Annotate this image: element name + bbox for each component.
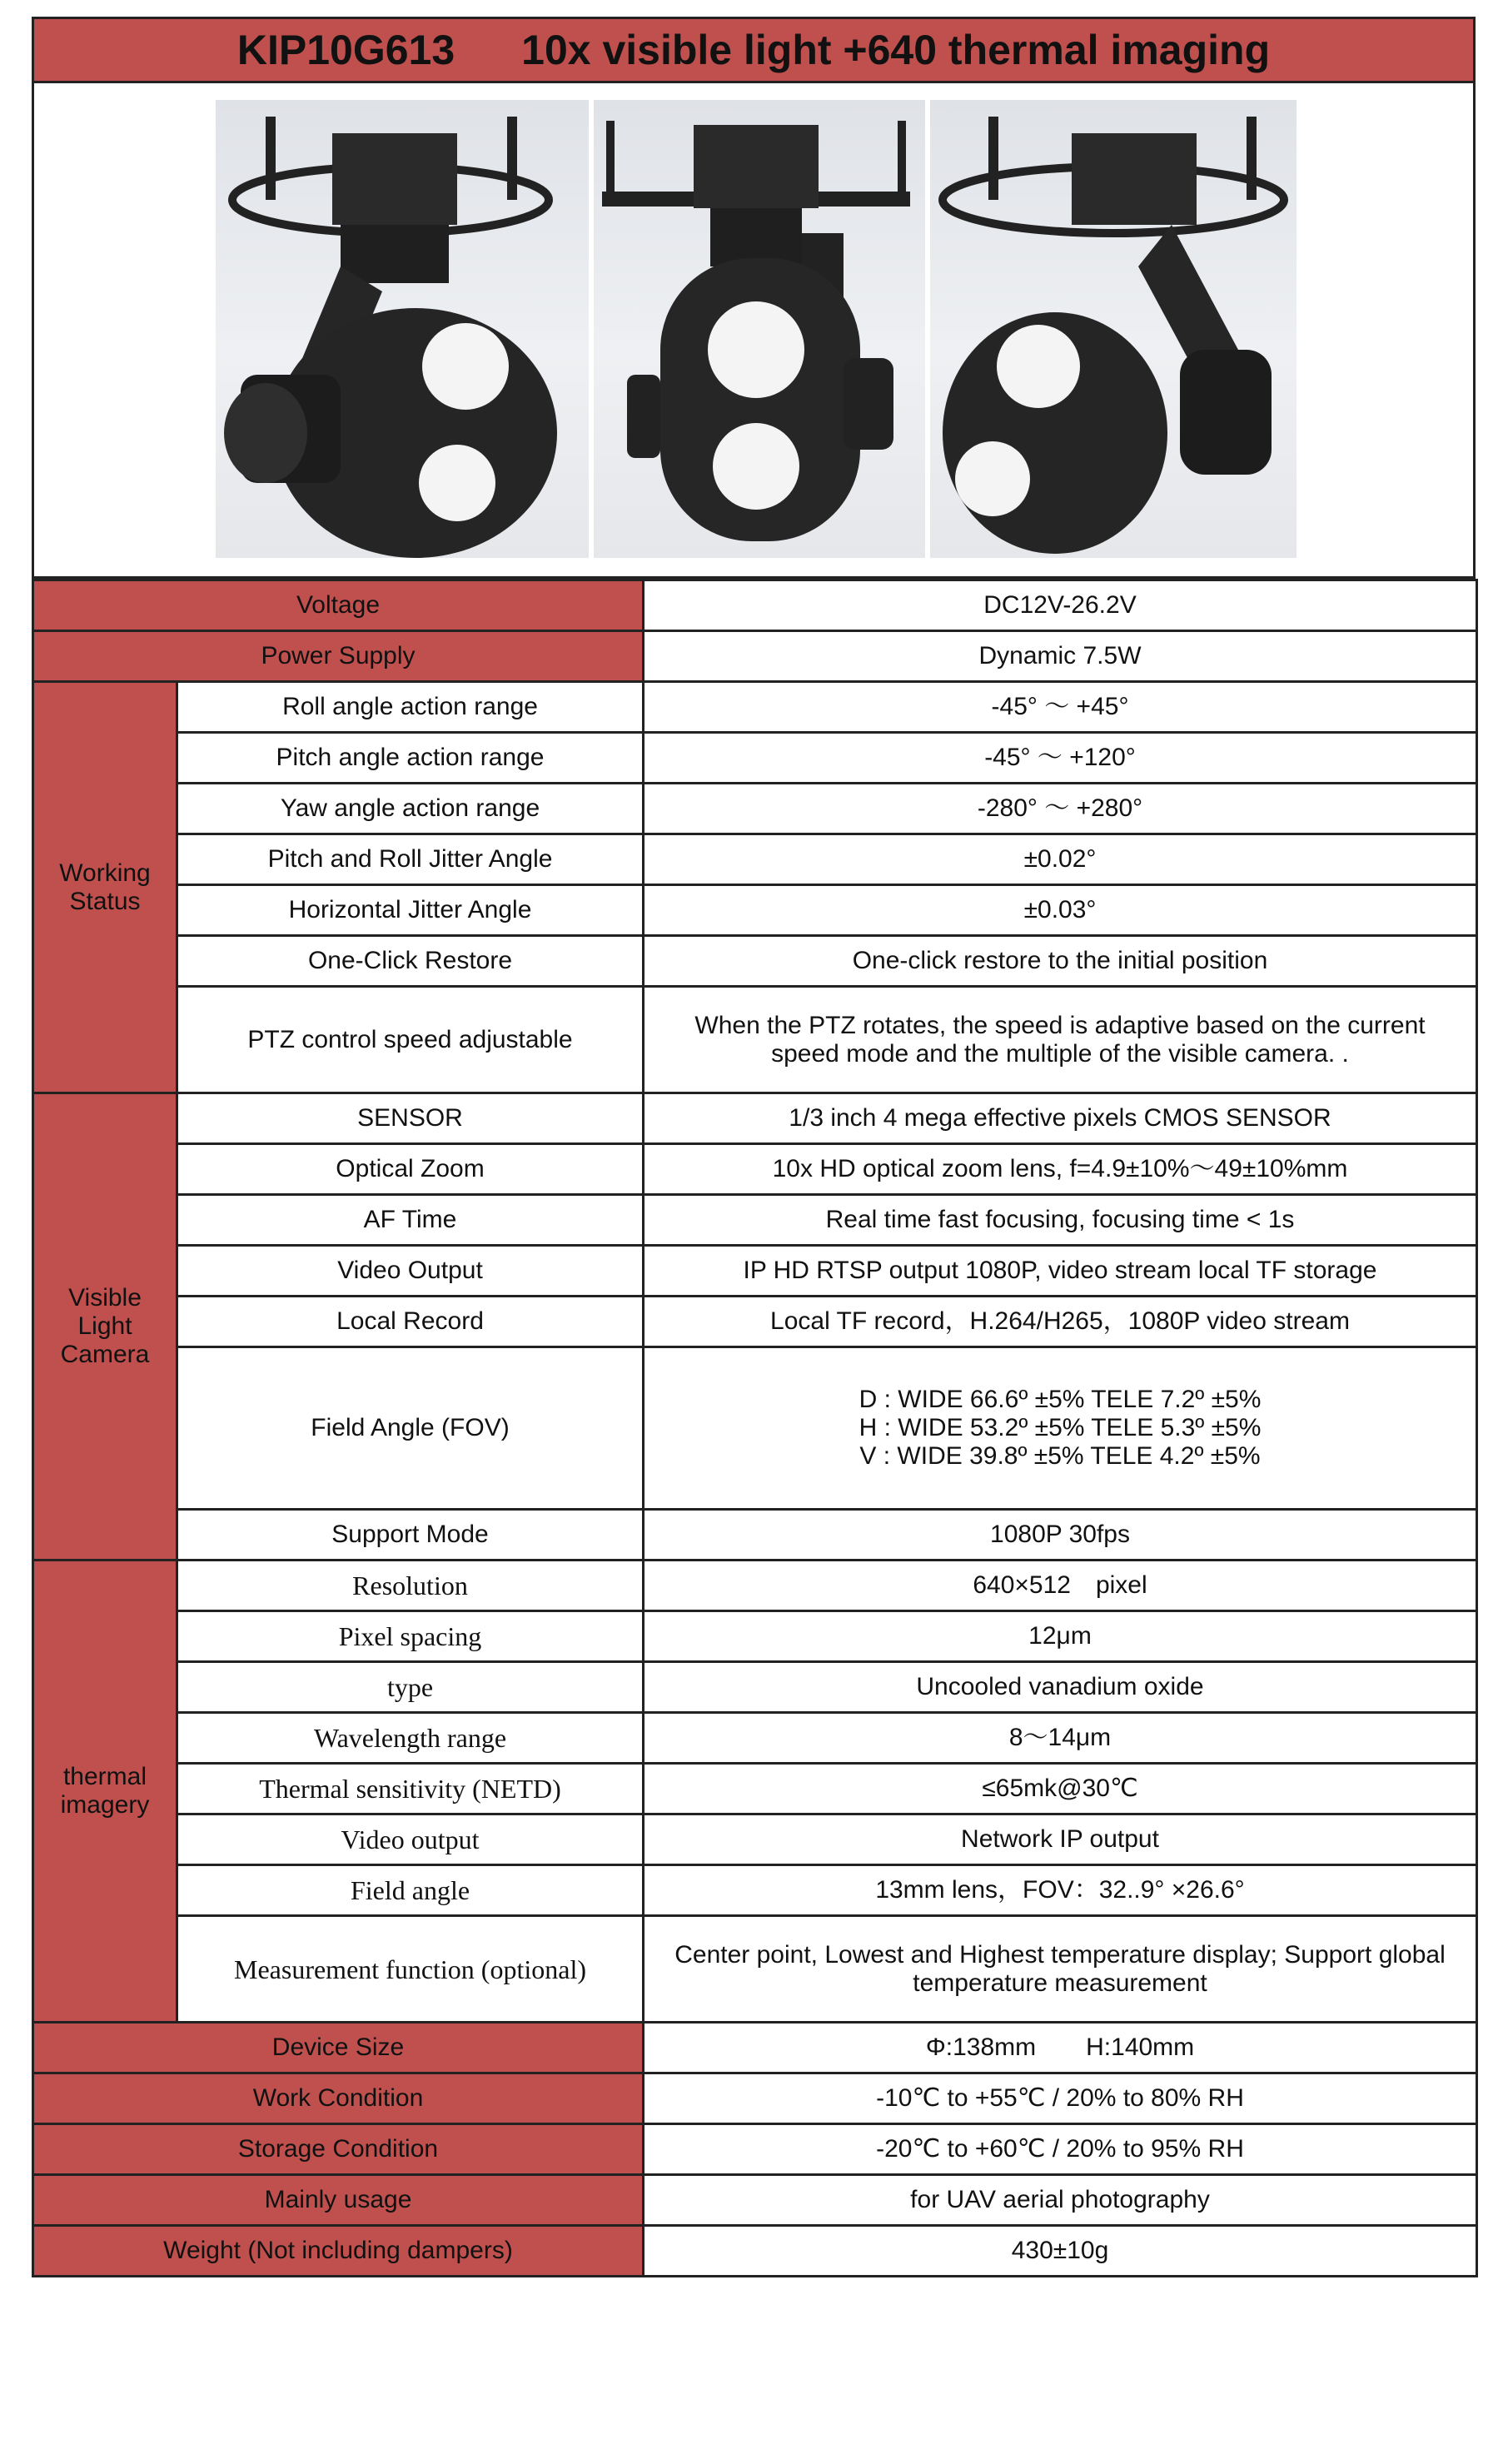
product-title: 10x visible light +640 thermal imaging: [521, 27, 1271, 73]
label-horizontal-jitter: Horizontal Jitter Angle: [177, 885, 644, 936]
label-netd: Thermal sensitivity (NETD): [177, 1764, 644, 1814]
spec-row-pixel-spacing: [33, 1611, 1477, 1662]
spec-row-voltage: [33, 580, 1477, 631]
spec-row-type: [33, 1662, 1477, 1713]
value-pixel-spacing: 12μm: [644, 1611, 1477, 1662]
gimbal-camera-right-view: [930, 100, 1296, 558]
group-label-line: Status: [69, 887, 141, 915]
spec-row-measurement: [33, 1916, 1477, 2023]
label-af-time: AF Time: [177, 1195, 644, 1246]
group-thermal-imagery: [33, 1561, 177, 2023]
spec-row-one-click-restore: [33, 936, 1477, 987]
gimbal-front-drawing: [594, 100, 925, 558]
value-netd: ≤65mk@30℃: [644, 1764, 1477, 1814]
value-weight: 430±10g: [644, 2226, 1477, 2277]
spec-row-pitch-roll-jitter: [33, 834, 1477, 885]
label-video-output-thermal: Video output: [177, 1814, 644, 1865]
gimbal-camera-front-view: [594, 100, 925, 558]
value-measurement: [644, 1916, 1477, 2023]
value-video-output-thermal: Network IP output: [644, 1814, 1477, 1865]
value-sensor: 1/3 inch 4 mega effective pixels CMOS SENSOR: [644, 1093, 1477, 1144]
spec-row-wavelength: [33, 1713, 1477, 1764]
spec-row-field-angle: [33, 1865, 1477, 1916]
label-type: type: [177, 1662, 644, 1713]
spec-row-video-output-thermal: [33, 1814, 1477, 1865]
label-weight: Weight (Not including dampers): [33, 2226, 644, 2277]
fov-diagonal: D : WIDE 66.6º ±5% TELE 7.2º ±5%: [859, 1386, 1262, 1413]
value-line: Center point, Lowest and Highest temperature display; Support global: [674, 1940, 1446, 1969]
group-visible-light-camera: [33, 1093, 177, 1561]
spec-row-resolution: [33, 1561, 1477, 1611]
label-mainly-usage: Mainly usage: [33, 2175, 644, 2226]
label-pitch-roll-jitter: Pitch and Roll Jitter Angle: [177, 834, 644, 885]
value-af-time: Real time fast focusing, focusing time < 1s: [644, 1195, 1477, 1246]
value-optical-zoom: 10x HD optical zoom lens, f=4.9±10%～49±10%mm: [644, 1144, 1477, 1195]
label-storage-condition: Storage Condition: [33, 2124, 644, 2175]
label-roll-range: Roll angle action range: [177, 682, 644, 733]
label-video-output-visible: Video Output: [177, 1246, 644, 1297]
label-yaw-range: Yaw angle action range: [177, 784, 644, 834]
gimbal-right-drawing: [930, 100, 1296, 558]
spec-row-sensor: [33, 1093, 1477, 1144]
value-roll-range: -45° ～ +45°: [644, 682, 1477, 733]
value-support-mode: 1080P 30fps: [644, 1510, 1477, 1561]
value-line: speed mode and the multiple of the visible camera. .: [771, 1039, 1349, 1068]
value-power-supply: Dynamic 7.5W: [644, 631, 1477, 682]
spec-row-support-mode: [33, 1510, 1477, 1561]
value-fov: [644, 1347, 1477, 1510]
group-label-line: thermal: [62, 1763, 147, 1790]
value-resolution: 640×512 pixel: [644, 1561, 1477, 1611]
label-ptz-speed: PTZ control speed adjustable: [177, 987, 644, 1093]
spec-row-roll-range: [33, 682, 1477, 733]
spec-row-mainly-usage: [33, 2175, 1477, 2226]
value-wavelength: 8～14μm: [644, 1713, 1477, 1764]
value-line: When the PTZ rotates, the speed is adaptive based on the current: [694, 1011, 1426, 1039]
label-one-click-restore: One-Click Restore: [177, 936, 644, 987]
value-ptz-speed: [644, 987, 1477, 1093]
value-type: Uncooled vanadium oxide: [644, 1662, 1477, 1713]
spec-row-device-size: [33, 2023, 1477, 2073]
group-label-line: Camera: [60, 1341, 150, 1368]
value-device-size: Φ:138mm H:140mm: [644, 2023, 1477, 2073]
group-working-status: [33, 682, 177, 1093]
label-fov: Field Angle (FOV): [177, 1347, 644, 1510]
group-label-line: imagery: [60, 1791, 150, 1819]
spec-row-netd: [33, 1764, 1477, 1814]
spec-row-local-record: [33, 1297, 1477, 1347]
value-mainly-usage: for UAV aerial photography: [644, 2175, 1477, 2226]
label-work-condition: Work Condition: [33, 2073, 644, 2124]
label-sensor: SENSOR: [177, 1093, 644, 1144]
spec-row-video-output-visible: [33, 1246, 1477, 1297]
spec-row-ptz-speed: [33, 987, 1477, 1093]
label-local-record: Local Record: [177, 1297, 644, 1347]
label-support-mode: Support Mode: [177, 1510, 644, 1561]
spec-row-af-time: [33, 1195, 1477, 1246]
label-field-angle: Field angle: [177, 1865, 644, 1916]
value-horizontal-jitter: ±0.03°: [644, 885, 1477, 936]
label-pitch-range: Pitch angle action range: [177, 733, 644, 784]
gimbal-left-drawing: [216, 100, 589, 558]
spec-row-weight: [33, 2226, 1477, 2277]
value-local-record: Local TF record，H.264/H265，1080P video stream: [644, 1297, 1477, 1347]
label-measurement: Measurement function (optional): [177, 1916, 644, 2023]
value-line: temperature measurement: [913, 1969, 1207, 1997]
spec-row-optical-zoom: [33, 1144, 1477, 1195]
value-yaw-range: -280° ～ +280°: [644, 784, 1477, 834]
spec-row-pitch-range: [33, 733, 1477, 784]
spec-row-yaw-range: [33, 784, 1477, 834]
group-label-line: Light: [77, 1312, 132, 1340]
label-power-supply: Power Supply: [33, 631, 644, 682]
fov-vertical: V : WIDE 39.8º ±5% TELE 4.2º ±5%: [859, 1442, 1261, 1470]
value-pitch-roll-jitter: ±0.02°: [644, 834, 1477, 885]
label-resolution: Resolution: [177, 1561, 644, 1611]
spec-row-work-condition: [33, 2073, 1477, 2124]
gimbal-camera-left-view: [216, 100, 589, 558]
label-optical-zoom: Optical Zoom: [177, 1144, 644, 1195]
product-photos: [32, 83, 1476, 579]
group-label-line: Visible: [68, 1284, 142, 1312]
value-storage-condition: -20℃ to +60℃ / 20% to 95% RH: [644, 2124, 1477, 2175]
label-device-size: Device Size: [33, 2023, 644, 2073]
value-one-click-restore: One-click restore to the initial position: [644, 936, 1477, 987]
value-pitch-range: -45° ～ +120°: [644, 733, 1477, 784]
spec-sheet: [32, 17, 1476, 2277]
value-video-output-visible: IP HD RTSP output 1080P, video stream local TF storage: [644, 1246, 1477, 1297]
label-voltage: Voltage: [33, 580, 644, 631]
fov-horizontal: H : WIDE 53.2º ±5% TELE 5.3º ±5%: [859, 1414, 1262, 1441]
title-bar: [32, 17, 1476, 83]
spec-row-horizontal-jitter: [33, 885, 1477, 936]
spec-row-fov: [33, 1347, 1477, 1510]
spec-row-power: [33, 631, 1477, 682]
label-wavelength: Wavelength range: [177, 1713, 644, 1764]
label-pixel-spacing: Pixel spacing: [177, 1611, 644, 1662]
value-field-angle: 13mm lens，FOV：32..9° ×26.6°: [644, 1865, 1477, 1916]
value-work-condition: -10℃ to +55℃ / 20% to 80% RH: [644, 2073, 1477, 2124]
specification-table: [32, 579, 1478, 2277]
spec-row-storage-condition: [33, 2124, 1477, 2175]
model-number: KIP10G613: [236, 27, 455, 73]
group-label-line: Working: [59, 859, 151, 887]
value-voltage: DC12V-26.2V: [644, 580, 1477, 631]
